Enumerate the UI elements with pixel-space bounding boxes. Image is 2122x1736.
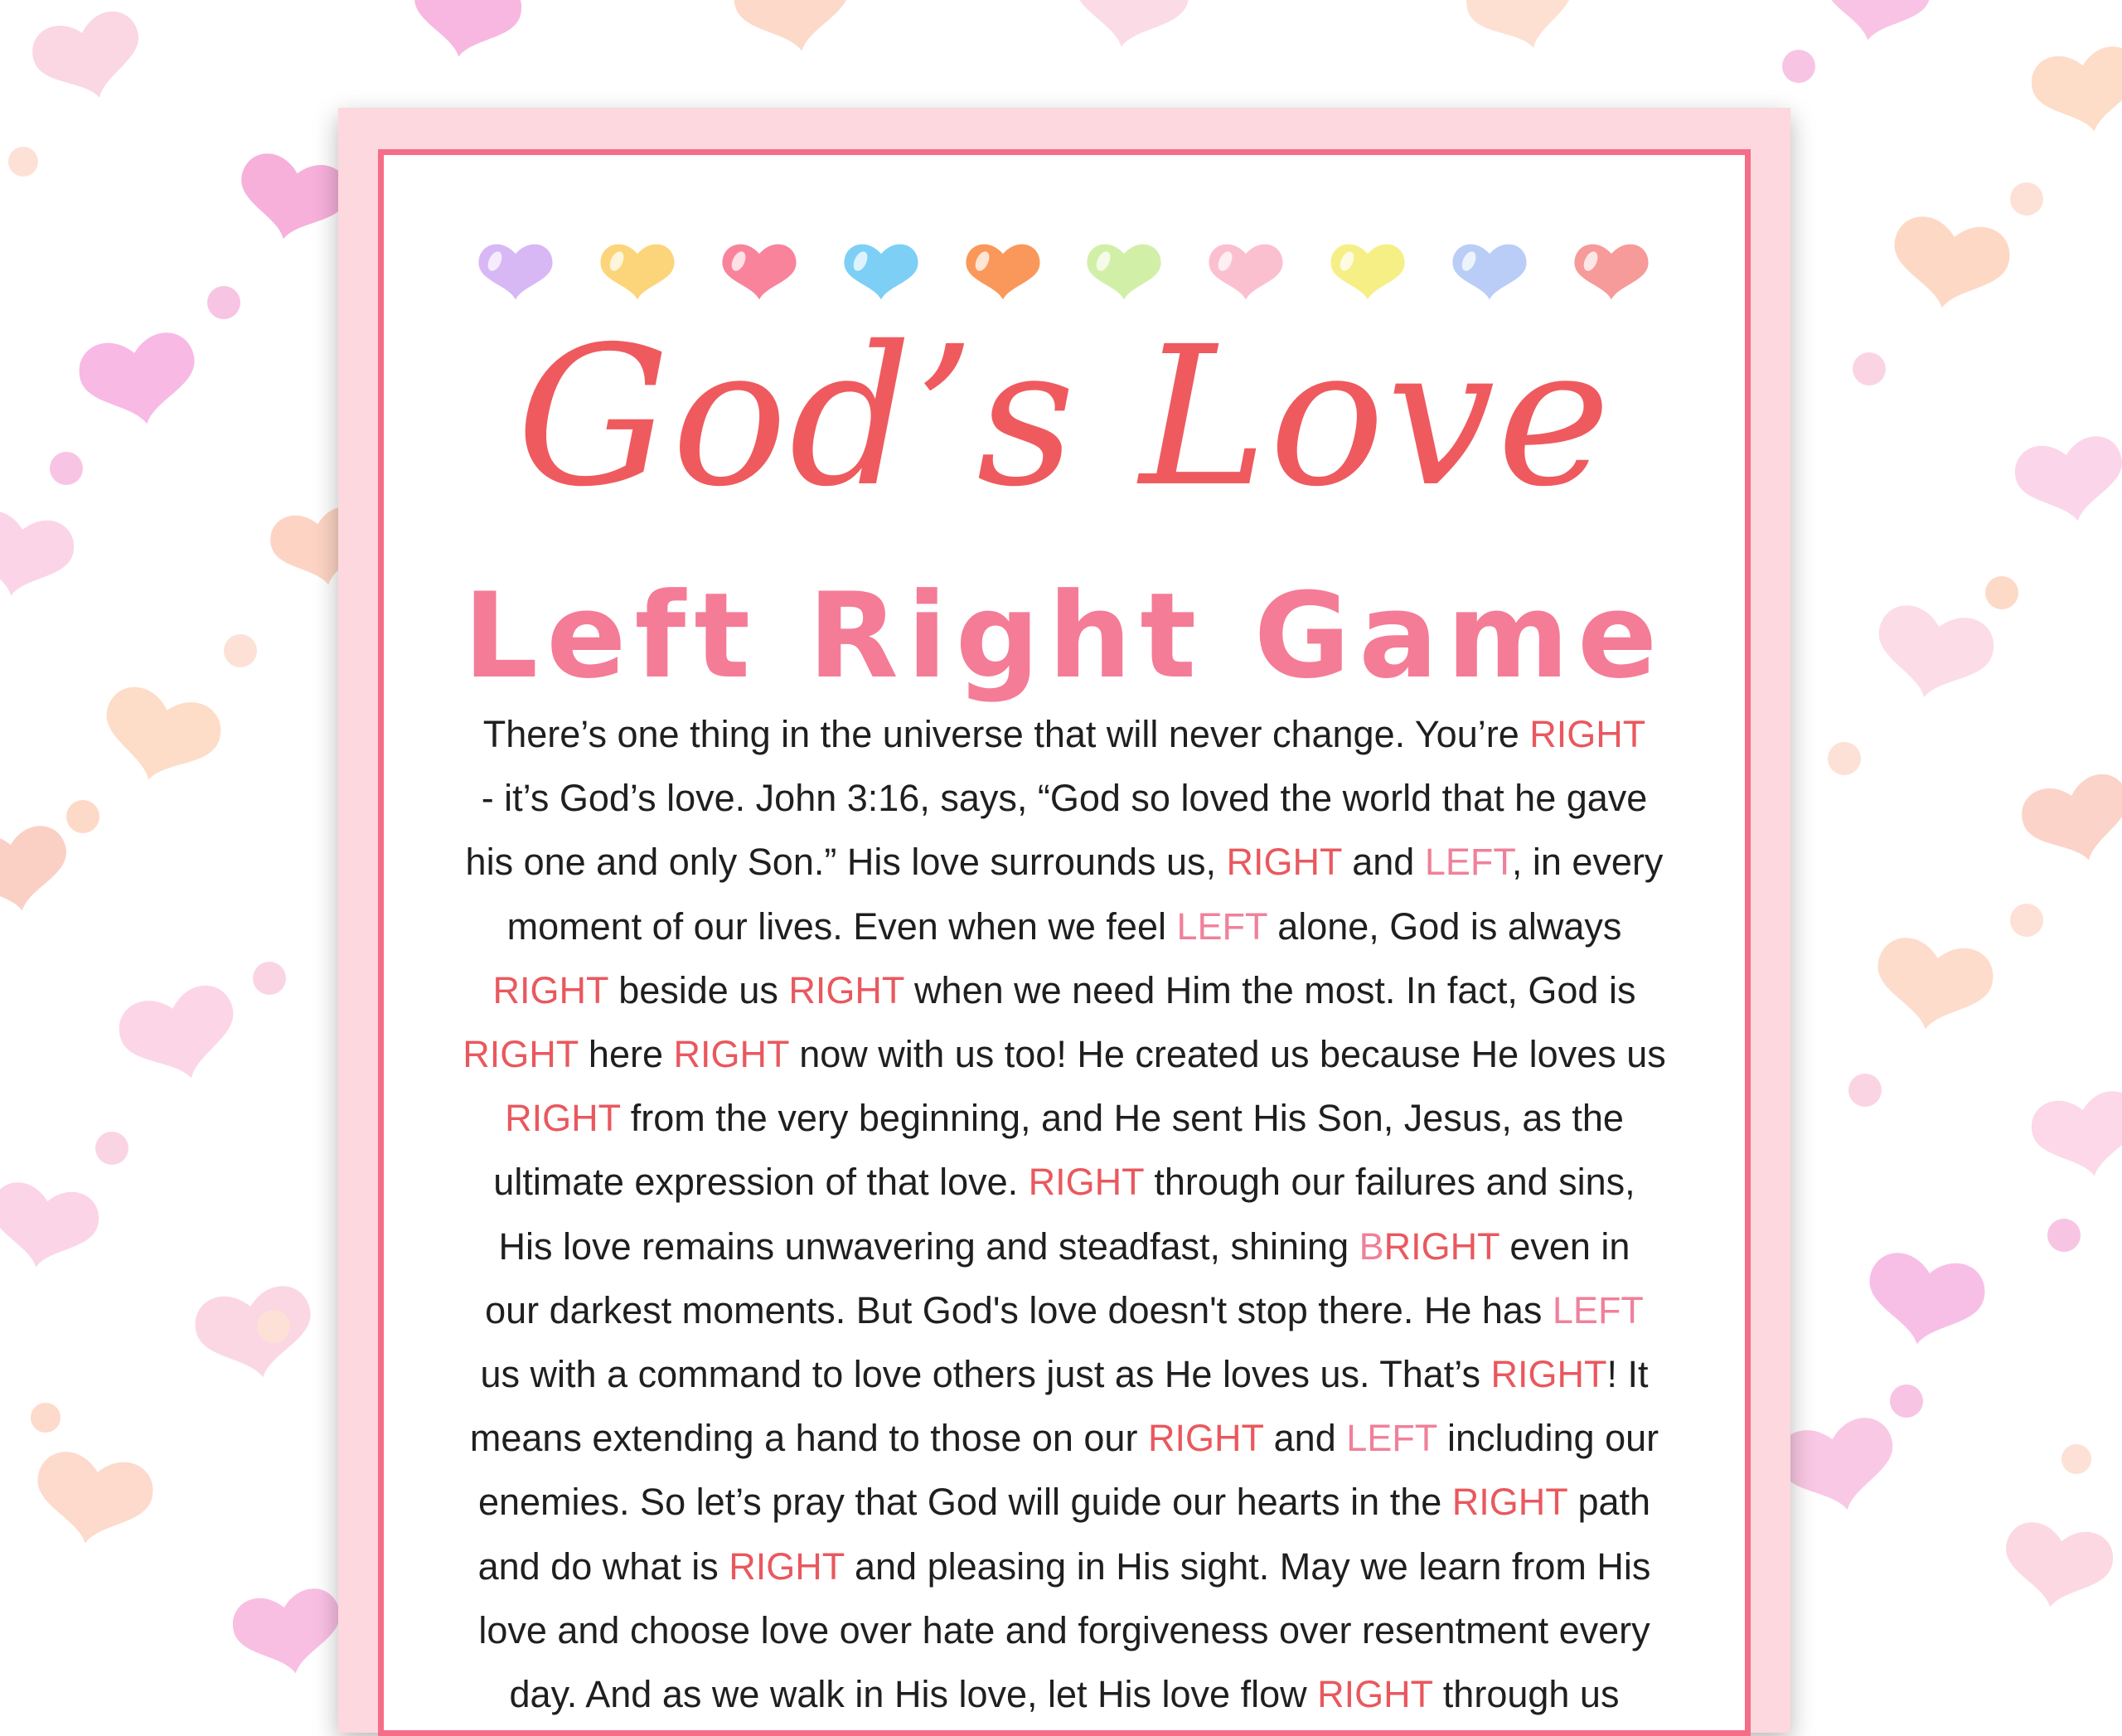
story-segment: ! It [1606, 1353, 1649, 1396]
heart-icon [1205, 231, 1286, 306]
story-segment: day. And as we walk in His love, let His love flow [509, 1673, 1318, 1716]
heart-icon [841, 231, 922, 306]
story-segment: path [1567, 1481, 1651, 1524]
heart-icon [475, 231, 556, 306]
right-word: RIGHT [1317, 1673, 1433, 1716]
story-segment: moment of our lives. Even when we feel [506, 904, 1177, 948]
sheet-inner-frame [378, 149, 1751, 1736]
heart-icon [962, 231, 1044, 306]
story-segment: and [1341, 841, 1425, 884]
story-segment: us with a command to love others just as He loves us. That’s [480, 1353, 1491, 1396]
right-word: RIGHT [729, 1544, 845, 1588]
story-segment: his one and only Son.” His love surrounds us, [465, 841, 1227, 884]
printable-sheet [338, 108, 1790, 1733]
story-segment: His love remains unwavering and steadfast, shining [498, 1224, 1359, 1268]
story-segment: through our failures and sins, [1143, 1161, 1635, 1204]
right-word: RIGHT [1226, 841, 1342, 884]
story-segment: and pleasing in His sight. May we learn from His [844, 1544, 1651, 1588]
story-segment: through us [1432, 1673, 1620, 1716]
story-segment: including our [1436, 1417, 1659, 1460]
story-segment: means extending a hand to those on our [469, 1417, 1148, 1460]
story-segment: and do what is [477, 1544, 729, 1588]
left-word: LEFT [1424, 841, 1512, 884]
left-word: LEFT [1552, 1288, 1644, 1331]
left-word: LEFT [1176, 904, 1267, 948]
right-word: RIGHT [1383, 1224, 1499, 1268]
story-segment: our darkest moments. But God's love doesn't stop there. He has [485, 1288, 1553, 1331]
candy-heart-row [475, 223, 1652, 314]
right-word: RIGHT [788, 968, 904, 1011]
heart-icon [719, 231, 800, 306]
right-word: RIGHT [1490, 1353, 1607, 1396]
story-segment: There’s one thing in the universe that will never change. You’re [482, 713, 1530, 755]
story-segment: ultimate expression of that love. [493, 1161, 1029, 1204]
title-subtitle: Left Right Game [463, 568, 1666, 705]
heart-icon [1327, 231, 1408, 306]
right-word: RIGHT [505, 1097, 621, 1140]
right-word: RIGHT [1147, 1417, 1264, 1460]
right-word: RIGHT [463, 1033, 579, 1076]
story-segment: now with us too! He created us because He loves us [788, 1033, 1666, 1076]
right-word: RIGHT [492, 968, 608, 1011]
left-word: LEFT [1346, 1417, 1437, 1460]
heart-icon [1571, 231, 1652, 306]
heart-icon [1449, 231, 1530, 306]
story-segment: here [578, 1033, 674, 1076]
story-segment: , in every [1511, 841, 1664, 884]
right-word: RIGHT [673, 1033, 789, 1076]
story-segment: from the very beginning, and He sent His Son, Jesus, as the [620, 1097, 1624, 1140]
story-segment: when we need Him the most. In fact, God is [904, 968, 1636, 1011]
right-word: RIGHT [1451, 1481, 1567, 1524]
right-word: RIGHT [1529, 713, 1646, 755]
story-segment: and [1263, 1417, 1347, 1460]
story-segment: love and choose love over hate and forgiveness over resentment every [478, 1608, 1650, 1651]
title-script: God’s Love [516, 305, 1613, 529]
story-segment: even in [1499, 1224, 1630, 1268]
left-word: B [1359, 1224, 1384, 1268]
heart-icon [597, 231, 678, 306]
story-segment: - it’s God’s love. John 3:16, says, “God so loved the world that he gave [481, 777, 1648, 820]
story-segment: alone, God is always [1267, 904, 1622, 948]
story-text [417, 702, 1712, 1726]
heart-icon [1083, 231, 1165, 306]
story-segment: enemies. So let’s pray that God will guide our hearts in the [477, 1481, 1452, 1524]
right-word: RIGHT [1028, 1161, 1144, 1204]
story-segment: beside us [608, 968, 789, 1011]
